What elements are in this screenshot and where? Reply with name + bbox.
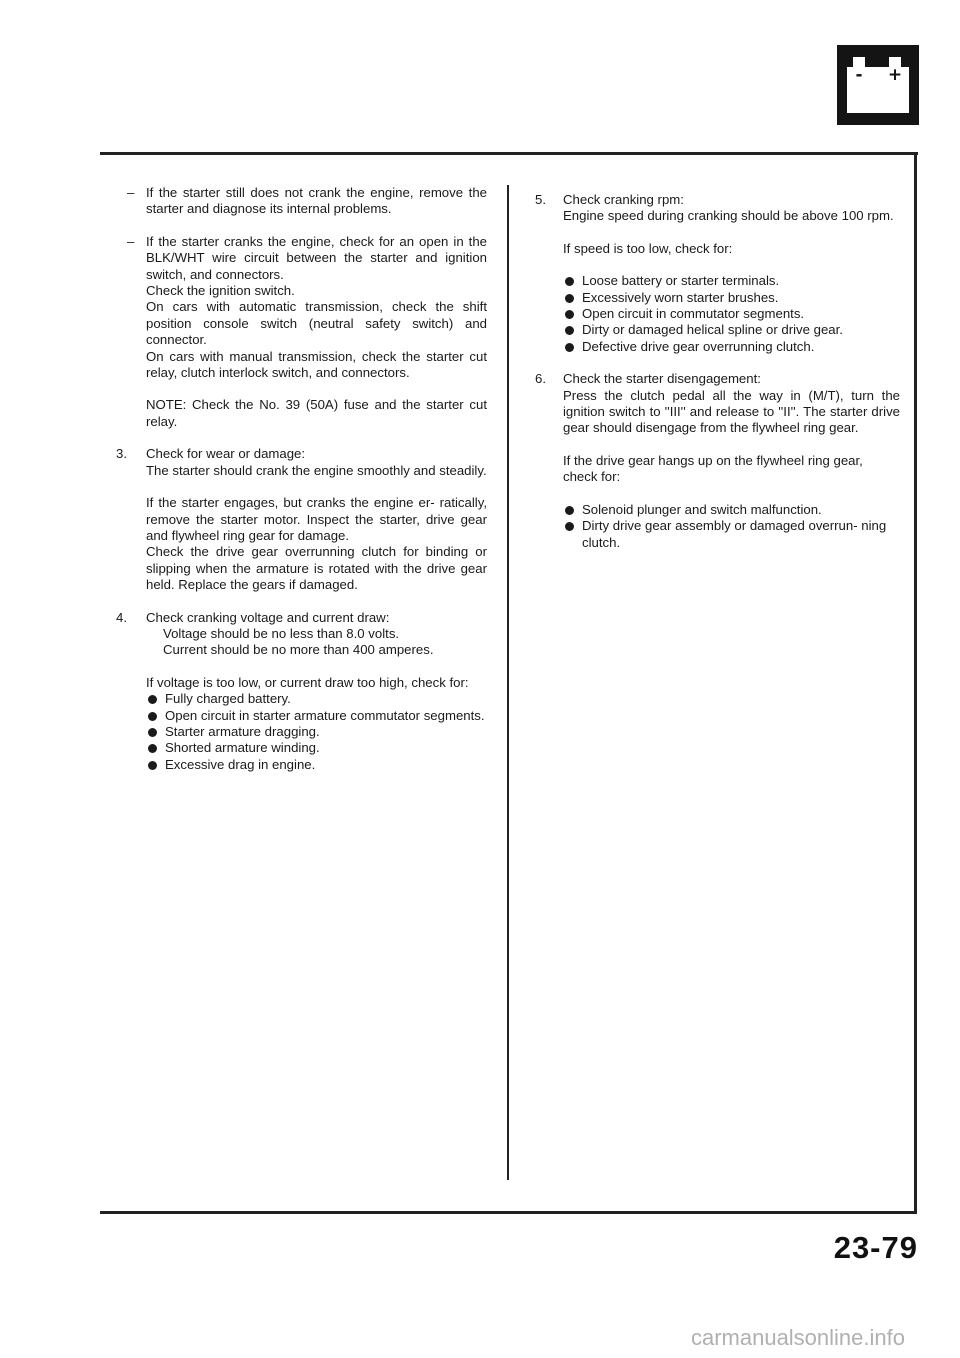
list-item: Excessively worn starter brushes. [563, 290, 900, 306]
voltage-spec: Voltage should be no less than 8.0 volts. [163, 625, 400, 641]
bullet-icon [565, 522, 574, 531]
bullet-icon [148, 712, 157, 721]
current-spec: Current should be no more than 400 amperes. [163, 642, 434, 658]
step-3-paragraph-2: If the starter engages, but cranks the engine er- ratically, remove the starter motor. Inspect the starter, drive gear and flywheel ring gear for damage. [146, 495, 487, 543]
step-6-check-intro: If the drive gear hangs up on the flywheel ring gear, check for: [563, 452, 863, 485]
step-4-check-intro: If voltage is too low, or current draw too high, check for: [146, 674, 469, 690]
battery-minus-symbol: - [855, 65, 863, 85]
page-number: 23-79 [833, 1230, 918, 1265]
bullet-icon [148, 728, 157, 737]
step-5-heading: Check cranking rpm: [563, 192, 684, 207]
step-6-number: 6. [535, 371, 546, 387]
list-item: Open circuit in starter armature commutator segments. [146, 708, 487, 724]
right-rule [914, 152, 917, 1214]
bullet-icon [565, 310, 574, 319]
dash-paragraph-1: – If the starter still does not crank the engine, remove the starter and diagnose its internal problems. [127, 185, 487, 217]
list-item: Loose battery or starter terminals. [563, 273, 900, 289]
watermark: carmanualsonline.info [690, 1325, 905, 1350]
dash-paragraph-2-intro: If the starter cranks the engine, check for an open in the BLK/WHT wire circuit between the starter and ignition switch, and connectors. [146, 233, 487, 282]
bullet-icon [565, 326, 574, 335]
battery-plus-symbol: + [887, 65, 903, 85]
column-divider [507, 185, 509, 1180]
step-3-heading: Check for wear or damage: [146, 446, 306, 462]
bottom-rule [100, 1211, 917, 1214]
list-item: Dirty drive gear assembly or damaged overrun- ning clutch. [563, 518, 900, 551]
step-4-checklist [146, 691, 487, 773]
step-6-checklist [563, 502, 900, 551]
list-item: Dirty or damaged helical spline or drive gear. [563, 322, 900, 338]
note-text: NOTE: Check the No. 39 (50A) fuse and the starter cut relay. [146, 397, 487, 429]
bullet-icon [565, 506, 574, 515]
list-item: Shorted armature winding. [146, 740, 487, 756]
list-item: Starter armature dragging. [146, 724, 487, 740]
left-column [97, 185, 487, 773]
list-item: Open circuit in commutator segments. [563, 306, 900, 322]
step-4-heading: Check cranking voltage and current draw: [146, 609, 390, 625]
dash-paragraph-2-line-3: On cars with automatic transmission, check the shift position console switch (neutral safety switch) and connector. [146, 299, 487, 348]
step-6-line-1: Press the clutch pedal all the way in (M/T), turn the ignition switch to ''III'' and release to ''II''. The starter drive gear should disengage from the flywheel ring gear. [563, 387, 900, 436]
bullet-icon [565, 343, 574, 352]
list-item: Solenoid plunger and switch malfunction. [563, 502, 900, 518]
list-item: Defective drive gear overrunning clutch. [563, 339, 900, 355]
bullet-icon [565, 277, 574, 286]
step-3-line-1: The starter should crank the engine smoothly and steadily. [146, 462, 487, 478]
step-4 [97, 610, 487, 774]
bullet-icon [148, 695, 157, 704]
dash-paragraph-2: – If the starter cranks the engine, check for an open in the BLK/WHT wire circuit between the starter and ignition switch, and connectors. Check the ignition switch. On cars with automatic transmission, check the shift position console switch (neutral safety switch) and connector. On cars with manual transmission, check the starter cut relay, clutch interlock switch, and connectors. [127, 233, 487, 381]
step-3-paragraph-3: Check the drive gear overrunning clutch for binding or slipping when the armature is rotated with the drive gear held. Replace the gears if damaged. [146, 544, 487, 593]
right-column [530, 192, 900, 551]
step-6-heading: Check the starter disengagement: [563, 371, 761, 387]
step-3-number: 3. [116, 446, 127, 462]
step-5-number: 5. [535, 192, 546, 207]
step-3 [97, 446, 487, 593]
battery-icon [837, 45, 919, 125]
bullet-icon [148, 744, 157, 753]
dash-paragraph-1-text: If the starter still does not crank the engine, remove the starter and diagnose its internal problems. [146, 185, 487, 217]
step-5 [530, 192, 900, 355]
top-rule [100, 152, 918, 155]
step-5-line-1: Engine speed during cranking should be above 100 rpm. [563, 208, 894, 224]
list-item: Excessive drag in engine. [146, 757, 487, 773]
step-6 [530, 371, 900, 551]
dash-paragraph-2-line-4: On cars with manual transmission, check the starter cut relay, clutch interlock switch, and connectors. [146, 348, 487, 381]
step-5-check-intro: If speed is too low, check for: [563, 240, 733, 256]
list-item: Fully charged battery. [146, 691, 487, 707]
dash-paragraph-2-line-2: Check the ignition switch. [146, 283, 295, 299]
bullet-icon [565, 294, 574, 303]
step-4-number: 4. [116, 609, 127, 625]
bullet-icon [148, 761, 157, 770]
step-5-checklist [563, 273, 900, 355]
